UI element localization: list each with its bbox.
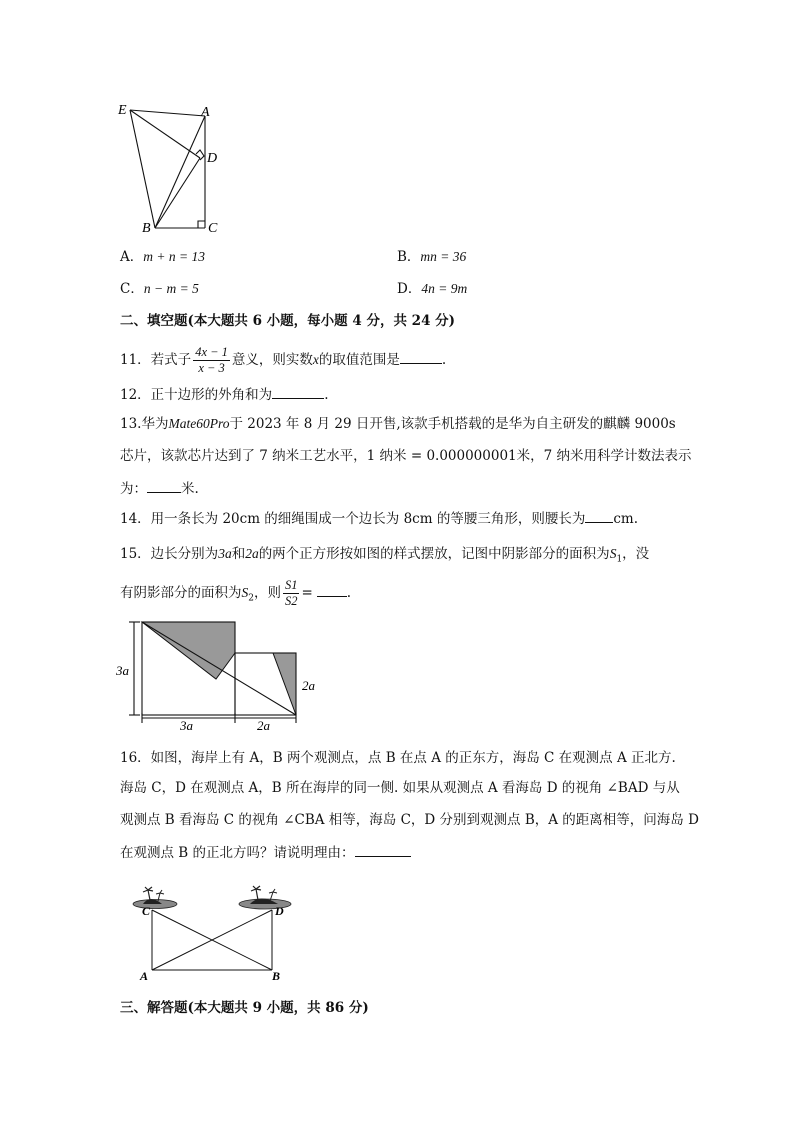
question-15-line-2: 有阴影部分的面积为$S_2$，则 $\frac{S1}{S2}$ = .	[120, 578, 352, 608]
q15-answer-blank	[317, 582, 347, 597]
q16-answer-blank	[355, 842, 411, 857]
question-13-line-1: 13.华为Mate60Pro于 2023 年 8 月 29 日开售,该款手机搭载的是华为自主研发的麒麟 9000s	[120, 416, 676, 432]
figure-two-squares	[112, 615, 327, 730]
island-c-icon	[133, 887, 177, 909]
shaded-region-right	[273, 653, 296, 715]
question-13-line-3: 为： 米.	[120, 478, 199, 499]
question-14: 14．用一条长为 20cm 的细绳围成一个边长为 8cm 的等腰三角形，则腰长为 cm.	[120, 508, 638, 529]
option-a: A．m + n = 13	[120, 249, 205, 265]
figure-triangle-ebc	[110, 98, 230, 238]
segment-eb	[130, 110, 155, 228]
question-11: 11．若式子 $\frac{4x - 1}{x - 3}$ 意义，则实数x的取值范围是 .	[120, 345, 447, 375]
label-a: A	[140, 969, 149, 983]
figure-islands	[130, 880, 300, 985]
question-15-line-1: 15．边长分别为3a和2a的两个正方形按如图的样式摆放，记图中阴影部分的面积为$S_1$，没	[120, 546, 650, 565]
label-d: D	[275, 904, 284, 918]
q11-answer-blank	[400, 349, 442, 364]
section-3-heading: 三、解答题(本大题共 9 小题，共 86 分)	[120, 1000, 369, 1016]
q11-fraction: $\frac{4x - 1}{x - 3}$	[195, 345, 228, 375]
section-2-heading: 二、填空题(本大题共 6 小题，每小题 4 分，共 24 分)	[120, 313, 456, 329]
option-c: C．n − m = 5	[120, 281, 199, 297]
label-left-3a: 3a	[116, 663, 129, 678]
label-b: B	[272, 969, 281, 983]
option-b: B．mn = 36	[397, 249, 467, 265]
question-13-line-2: 芯片，该款芯片达到了 7 纳米工艺水平，1 纳米 = 0.000000001米，7 纳米用科学计数法表示	[120, 448, 692, 464]
question-16-line-1: 16．如图，海岸上有 A，B 两个观测点，点 B 在点 A 的正东方，海岛 C 在观测点 A 正北方.	[120, 750, 676, 766]
label-bottom-2a: 2a	[257, 718, 270, 730]
label-bottom-3a: 3a	[180, 718, 193, 730]
q14-answer-blank	[585, 508, 613, 523]
label-a: A	[201, 105, 210, 120]
segment-bd	[155, 158, 200, 228]
label-d: D	[207, 151, 218, 166]
right-angle-c	[198, 221, 205, 228]
question-16-line-3: 观测点 B 看海岛 C 的视角 ∠CBA 相等，海岛 C，D 分别到观测点 B，A 的距离相等，问海岛 D	[120, 812, 699, 828]
q13-answer-blank	[147, 478, 181, 493]
question-12: 12．正十边形的外角和为 .	[120, 384, 328, 405]
option-d: D．4n = 9m	[397, 281, 468, 297]
q15-fraction: $\frac{S1}{S2}$	[284, 578, 298, 608]
segment-ea	[130, 110, 205, 116]
label-c: C	[208, 221, 218, 236]
label-right-2a: 2a	[302, 678, 315, 693]
label-c: C	[142, 904, 151, 918]
label-e: E	[118, 103, 127, 118]
question-16-line-2: 海岛 C，D 在观测点 A，B 所在海岸的同一侧. 如果从观测点 A 看海岛 D 的视角 ∠BAD 与从	[120, 780, 680, 796]
label-b: B	[142, 221, 151, 236]
q12-answer-blank	[272, 384, 324, 399]
question-16-line-4: 在观测点 B 的正北方吗？请说明理由：	[120, 842, 411, 863]
